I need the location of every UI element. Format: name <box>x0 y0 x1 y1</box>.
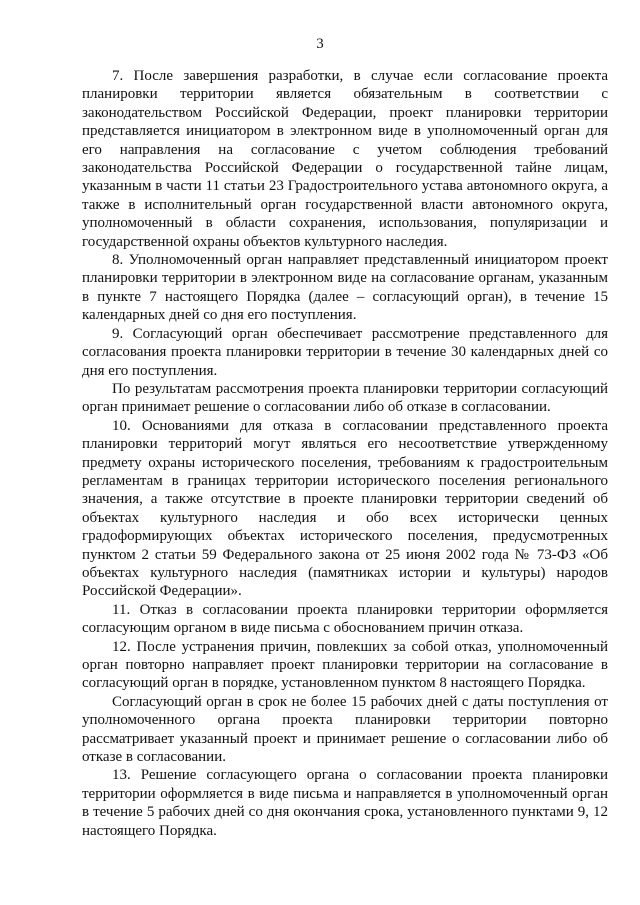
paragraph-12-continuation: Согласующий орган в срок не более 15 рабочих дней с даты поступления от уполномоченного органа проекта планировки территории повторно рассматривает указанный проект и принимает решение о согласовании либо об отказе в согласовании. <box>82 693 608 766</box>
page-number: 3 <box>316 36 324 52</box>
paragraph-11: 11. Отказ в согласовании проекта планировки территории оформляется согласующим органом в виде письма с обоснованием причин отказа. <box>82 601 608 637</box>
paragraph-10: 10. Основаниями для отказа в согласовании представленного проекта планировки территорий могут являться его несоответствие утвержденному предмету охраны исторического поселения, требованиям к градостроительным регламентам в границах территории исторического поселения регионального значения, а также отсутствие в проекте планировки территории сведений об объектах культурного наследия и обо всех исторически ценных градоформирующих объектах исторического поселения, предусмотренных пунктом 2 статьи 59 Федерального закона от 25 июня 2002 года № 73-ФЗ «Об объектах культурного наследия (памятниках истории и культуры) народов Российской Федерации». <box>82 417 608 600</box>
paragraph-8: 8. Уполномоченный орган направляет представленный инициатором проект планировки территории в электронном виде на согласование органам, указанным в пункте 7 настоящего Порядка (далее – согласующий орган), в течение 15 календарных дней со дня его поступления. <box>82 252 608 324</box>
paragraph-9-continuation: По результатам рассмотрения проекта планировки территории согласующий орган принимает решение о согласовании либо об отказе в согласовании. <box>82 380 608 416</box>
paragraph-12: 12. После устранения причин, повлекших за собой отказ, уполномоченный орган повторно направляет проект планировки территории на согласование в согласующий орган в порядке, установленном пунктом 8 настоящего Порядка. <box>82 638 608 692</box>
document-body <box>82 67 608 840</box>
paragraph-7: 7. После завершения разработки, в случае если согласование проекта планировки территории является обязательным в соответствии с законодательством Российской Федерации, проект планировки территории представляется инициатором в электронном виде в уполномоченный орган для его направления на согласование с учетом соблюдения требований законодательства Российской Федерации о государственной тайне лицам, указанным в части 11 статьи 23 Градостроительного устава автономного округа, а также в исполнительный орган государственной власти автономного округа, уполномоченный в области сохранения, использования, популяризации и государственной охраны объектов культурного наследия. <box>82 68 608 250</box>
paragraph-13: 13. Решение согласующего органа о согласовании проекта планировки территории оформляется в виде письма и направляется в уполномоченный орган в течение 5 рабочих дней со дня окончания срока, установленного пунктами 9, 12 настоящего Порядка. <box>82 767 608 839</box>
paragraph-9: 9. Согласующий орган обеспечивает рассмотрение представленного для согласования проекта планировки территории в течение 30 календарных дней со дня его поступления. <box>82 325 608 379</box>
